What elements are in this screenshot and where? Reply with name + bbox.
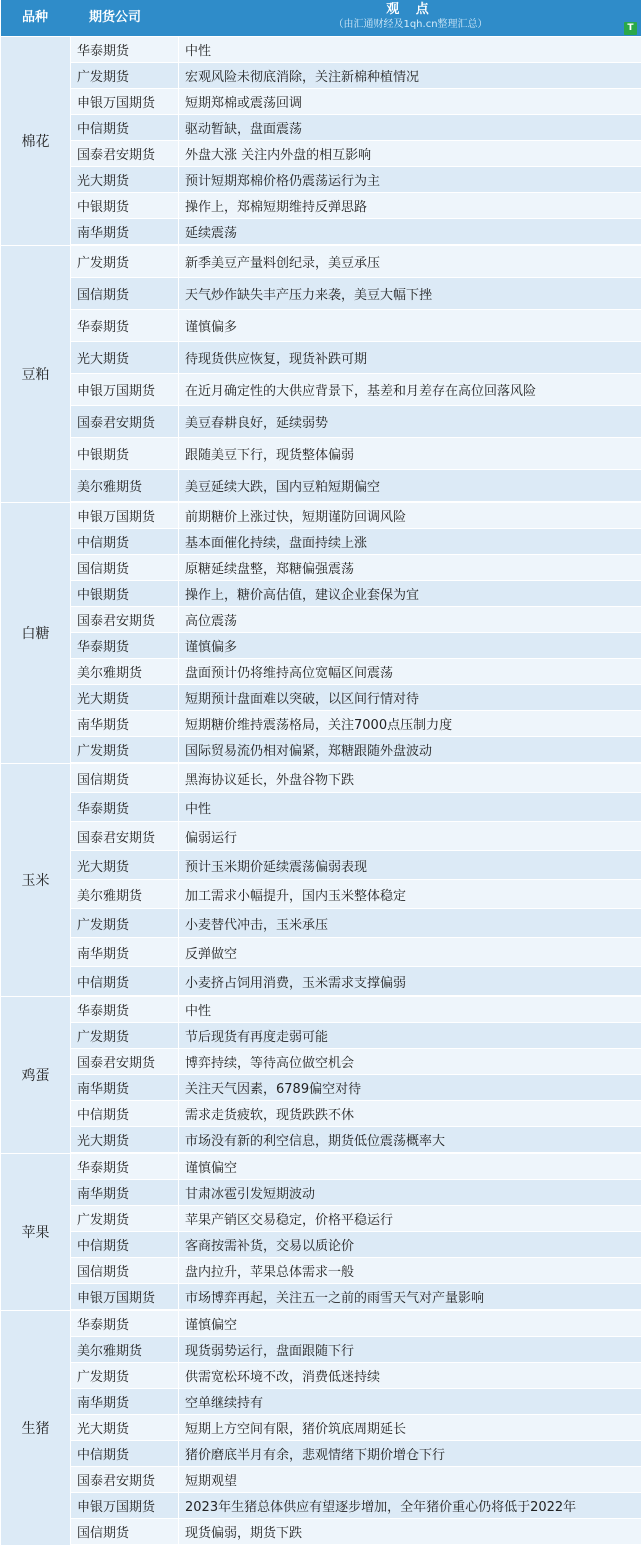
view-cell: 2023年生猪总体供应有望逐步增加，全年猪价重心仍将低于2022年 (185, 1500, 577, 1515)
company-cell: 国泰君安期货 (71, 141, 179, 166)
header-company: 期货公司 (89, 10, 142, 25)
view-cell: 关注天气因素，6789偏空对待 (185, 1082, 362, 1097)
company-cell: 南华期货 (71, 938, 179, 966)
view-cell: 反弹做空 (185, 946, 238, 962)
table-row (71, 141, 641, 167)
view-cell: 基本面催化持续，盘面持续上涨 (185, 536, 368, 551)
table-row (71, 1258, 641, 1284)
table-row (71, 1519, 641, 1545)
table-row (71, 938, 641, 967)
variety-group (1, 1153, 641, 1310)
variety-group (1, 1310, 641, 1545)
company-cell: 广发期货 (71, 1023, 179, 1048)
company-cell: 美尔雅期货 (71, 1337, 179, 1362)
view-cell: 驱动暂缺，盘面震荡 (185, 122, 303, 137)
view-cell: 短期观望 (185, 1474, 238, 1489)
view-cell: 现货弱势运行，盘面跟随下行 (185, 1344, 355, 1359)
table-row (71, 633, 641, 659)
company-cell: 国信期货 (71, 764, 179, 792)
variety-name: 豆粕 (1, 246, 71, 502)
company-cell: 南华期货 (71, 711, 179, 736)
company-cell: 中信期货 (71, 115, 179, 140)
table-row (71, 1049, 641, 1075)
view-cell: 小麦替代冲击，玉米承压 (185, 917, 329, 933)
view-cell: 盘面预计仍将维持高位宽幅区间震荡 (185, 666, 394, 681)
company-cell: 美尔雅期货 (71, 880, 179, 908)
company-cell: 中信期货 (71, 1101, 179, 1126)
table-row (71, 967, 641, 996)
company-cell: 中银期货 (71, 581, 179, 606)
table-row (71, 310, 641, 342)
company-cell: 华泰期货 (71, 997, 179, 1022)
view-cell: 中性 (185, 1004, 212, 1019)
company-cell: 光大期货 (71, 851, 179, 879)
table-row (71, 1467, 641, 1493)
table-row (71, 115, 641, 141)
view-cell: 中性 (185, 44, 212, 59)
company-cell: 光大期货 (71, 1415, 179, 1440)
view-cell: 加工需求小幅提升，国内玉米整体稳定 (185, 888, 407, 904)
company-cell: 中信期货 (71, 1441, 179, 1466)
table-row (71, 1154, 641, 1180)
table-row (71, 711, 641, 737)
company-cell: 南华期货 (71, 1389, 179, 1414)
view-cell: 节后现货有再度走弱可能 (185, 1030, 329, 1045)
view-cell: 谨慎偏空 (185, 1161, 238, 1176)
table-row (71, 1232, 641, 1258)
view-cell: 跟随美豆下行，现货整体偏弱 (185, 448, 355, 463)
table-row (71, 470, 641, 502)
view-cell: 盘内拉升，苹果总体需求一般 (185, 1265, 355, 1280)
company-cell: 广发期货 (71, 246, 179, 277)
company-cell: 广发期货 (71, 63, 179, 88)
company-cell: 华泰期货 (71, 633, 179, 658)
company-cell: 国泰君安期货 (71, 1049, 179, 1074)
view-cell: 操作上，糖价高估值，建议企业套保为宜 (185, 588, 420, 603)
variety-group (1, 36, 641, 245)
table-row (71, 685, 641, 711)
view-cell: 短期预计盘面难以突破，以区间行情对待 (185, 692, 420, 707)
view-cell: 外盘大涨 关注内外盘的相互影响 (185, 148, 372, 163)
view-cell: 待现货供应恢复，现货补跌可期 (185, 352, 368, 367)
view-cell: 甘肃冰雹引发短期波动 (185, 1187, 316, 1202)
view-cell: 市场博弈再起，关注五一之前的雨雪天气对产量影响 (185, 1291, 485, 1306)
company-cell: 光大期货 (71, 685, 179, 710)
company-cell: 美尔雅期货 (71, 470, 179, 501)
table-row (71, 1075, 641, 1101)
header-view-title: 观 点 (386, 2, 435, 17)
view-cell: 美豆春耕良好，延续弱势 (185, 416, 329, 431)
variety-name: 玉米 (1, 764, 71, 996)
variety-group (1, 763, 641, 996)
view-cell: 空单继续持有 (185, 1396, 264, 1411)
company-cell: 光大期货 (71, 167, 179, 192)
company-cell: 广发期货 (71, 909, 179, 937)
view-cell: 现货偏弱，期货下跌 (185, 1526, 303, 1541)
view-cell: 市场没有新的利空信息，期货低位震荡概率大 (185, 1134, 446, 1149)
variety-group (1, 502, 641, 763)
table-row (71, 659, 641, 685)
view-cell: 客商按需补货，交易以质论价 (185, 1239, 355, 1254)
view-cell: 谨慎偏多 (185, 320, 238, 335)
table-row (71, 737, 641, 763)
view-cell: 原糖延续盘整，郑糖偏强震荡 (185, 562, 355, 577)
view-cell: 供需宽松环境不改，消费低迷持续 (185, 1370, 381, 1385)
table-row (71, 1127, 641, 1153)
variety-group (1, 996, 641, 1153)
company-cell: 南华期货 (71, 219, 179, 244)
company-cell: 广发期货 (71, 1363, 179, 1388)
view-cell: 预计短期郑棉价格仍震荡运行为主 (185, 174, 381, 189)
company-cell: 广发期货 (71, 1206, 179, 1231)
view-cell: 新季美豆产量料创纪录，美豆承压 (185, 256, 381, 271)
company-cell: 国泰君安期货 (71, 607, 179, 632)
variety-name: 生猪 (1, 1311, 71, 1545)
view-cell: 谨慎偏空 (185, 1318, 238, 1333)
table-row (71, 503, 641, 529)
view-cell: 中性 (185, 801, 212, 817)
view-cell: 猪价磨底半月有余，悲观情绪下期价增仓下行 (185, 1448, 446, 1463)
company-cell: 广发期货 (71, 737, 179, 762)
company-cell: 光大期货 (71, 342, 179, 373)
view-cell: 短期上方空间有限，猪价筑底周期延长 (185, 1422, 407, 1437)
table-row (71, 278, 641, 310)
view-cell: 预计玉米期价延续震荡偏弱表现 (185, 859, 368, 875)
table-row (71, 793, 641, 822)
company-cell: 中信期货 (71, 1232, 179, 1257)
view-cell: 在近月确定性的大供应背景下，基差和月差存在高位回落风险 (185, 384, 537, 399)
table-row (71, 63, 641, 89)
table-row (71, 822, 641, 851)
table-body (1, 36, 641, 1545)
company-cell: 华泰期货 (71, 793, 179, 821)
table-row (71, 1023, 641, 1049)
table-row (71, 438, 641, 470)
table-row (71, 909, 641, 938)
table-row (71, 1415, 641, 1441)
view-cell: 前期糖价上涨过快，短期谨防回调风险 (185, 510, 407, 525)
table-header (1, 0, 641, 36)
company-cell: 中信期货 (71, 529, 179, 554)
view-cell: 延续震荡 (185, 226, 238, 241)
view-cell: 短期糖价维持震荡格局，关注7000点压制力度 (185, 718, 453, 733)
variety-name: 棉花 (1, 37, 71, 245)
table-row (71, 219, 641, 245)
view-cell: 苹果产销区交易稳定，价格平稳运行 (185, 1213, 394, 1228)
table-row (71, 89, 641, 115)
variety-group (1, 245, 641, 502)
table-row (71, 1493, 641, 1519)
table-row (71, 997, 641, 1023)
company-cell: 中信期货 (71, 967, 179, 995)
view-cell: 黑海协议延长，外盘谷物下跌 (185, 772, 355, 788)
company-cell: 光大期货 (71, 1127, 179, 1152)
view-cell: 美豆延续大跌，国内豆粕短期偏空 (185, 480, 381, 495)
view-cell: 天气炒作缺失丰产压力来袭，美豆大幅下挫 (185, 288, 433, 303)
header-variety: 品种 (21, 10, 48, 25)
table-row (71, 37, 641, 63)
table-row (71, 555, 641, 581)
company-cell: 华泰期货 (71, 37, 179, 62)
table-row (71, 1101, 641, 1127)
header-view-subtitle: （由汇通财经及1qh.cn整理汇总） (333, 19, 488, 30)
table-row (71, 607, 641, 633)
table-row (71, 1206, 641, 1232)
company-cell: 美尔雅期货 (71, 659, 179, 684)
company-cell: 中银期货 (71, 438, 179, 469)
table-row (71, 342, 641, 374)
table-row (71, 1337, 641, 1363)
view-cell: 短期郑棉或震荡回调 (185, 96, 303, 111)
company-cell: 国泰君安期货 (71, 1467, 179, 1492)
table-row (71, 880, 641, 909)
company-cell: 华泰期货 (71, 1311, 179, 1336)
view-cell: 谨慎偏多 (185, 640, 238, 655)
company-cell: 南华期货 (71, 1075, 179, 1100)
company-cell: 南华期货 (71, 1180, 179, 1205)
view-cell: 高位震荡 (185, 614, 238, 629)
table-row (71, 1363, 641, 1389)
table-row (71, 374, 641, 406)
variety-name: 苹果 (1, 1154, 71, 1310)
table-row (71, 193, 641, 219)
company-cell: 申银万国期货 (71, 89, 179, 114)
variety-name: 白糖 (1, 503, 71, 763)
view-cell: 国际贸易流仍相对偏紧，郑糖跟随外盘波动 (185, 744, 433, 759)
table-row (71, 167, 641, 193)
company-cell: 申银万国期货 (71, 374, 179, 405)
table-row (71, 851, 641, 880)
company-cell: 国信期货 (71, 1519, 179, 1544)
table-row (71, 581, 641, 607)
view-cell: 需求走货疲软，现货跌跌不休 (185, 1108, 355, 1123)
company-cell: 申银万国期货 (71, 1284, 179, 1309)
table-row (71, 1311, 641, 1337)
view-cell: 博弈持续，等待高位做空机会 (185, 1056, 355, 1071)
company-cell: 华泰期货 (71, 1154, 179, 1179)
table-row (71, 1284, 641, 1310)
company-cell: 华泰期货 (71, 310, 179, 341)
table-row (71, 1180, 641, 1206)
company-cell: 国泰君安期货 (71, 406, 179, 437)
company-cell: 国信期货 (71, 555, 179, 580)
table-row (71, 1389, 641, 1415)
company-cell: 申银万国期货 (71, 1493, 179, 1518)
table-row (71, 406, 641, 438)
company-cell: 国信期货 (71, 278, 179, 309)
table-row (71, 529, 641, 555)
view-cell: 偏弱运行 (185, 830, 238, 846)
company-cell: 国信期货 (71, 1258, 179, 1283)
view-cell: 操作上，郑棉短期维持反弹思路 (185, 200, 368, 215)
company-cell: 申银万国期货 (71, 503, 179, 528)
table-row (71, 1441, 641, 1467)
table-row (71, 764, 641, 793)
table-row (71, 246, 641, 278)
company-cell: 中银期货 (71, 193, 179, 218)
view-cell: 小麦挤占饲用消费，玉米需求支撑偏弱 (185, 975, 407, 991)
variety-name: 鸡蛋 (1, 997, 71, 1153)
header-view (179, 0, 641, 36)
company-cell: 国泰君安期货 (71, 822, 179, 850)
view-cell: 宏观风险未彻底消除，关注新棉种植情况 (185, 70, 420, 85)
logo-icon: T (624, 22, 637, 35)
